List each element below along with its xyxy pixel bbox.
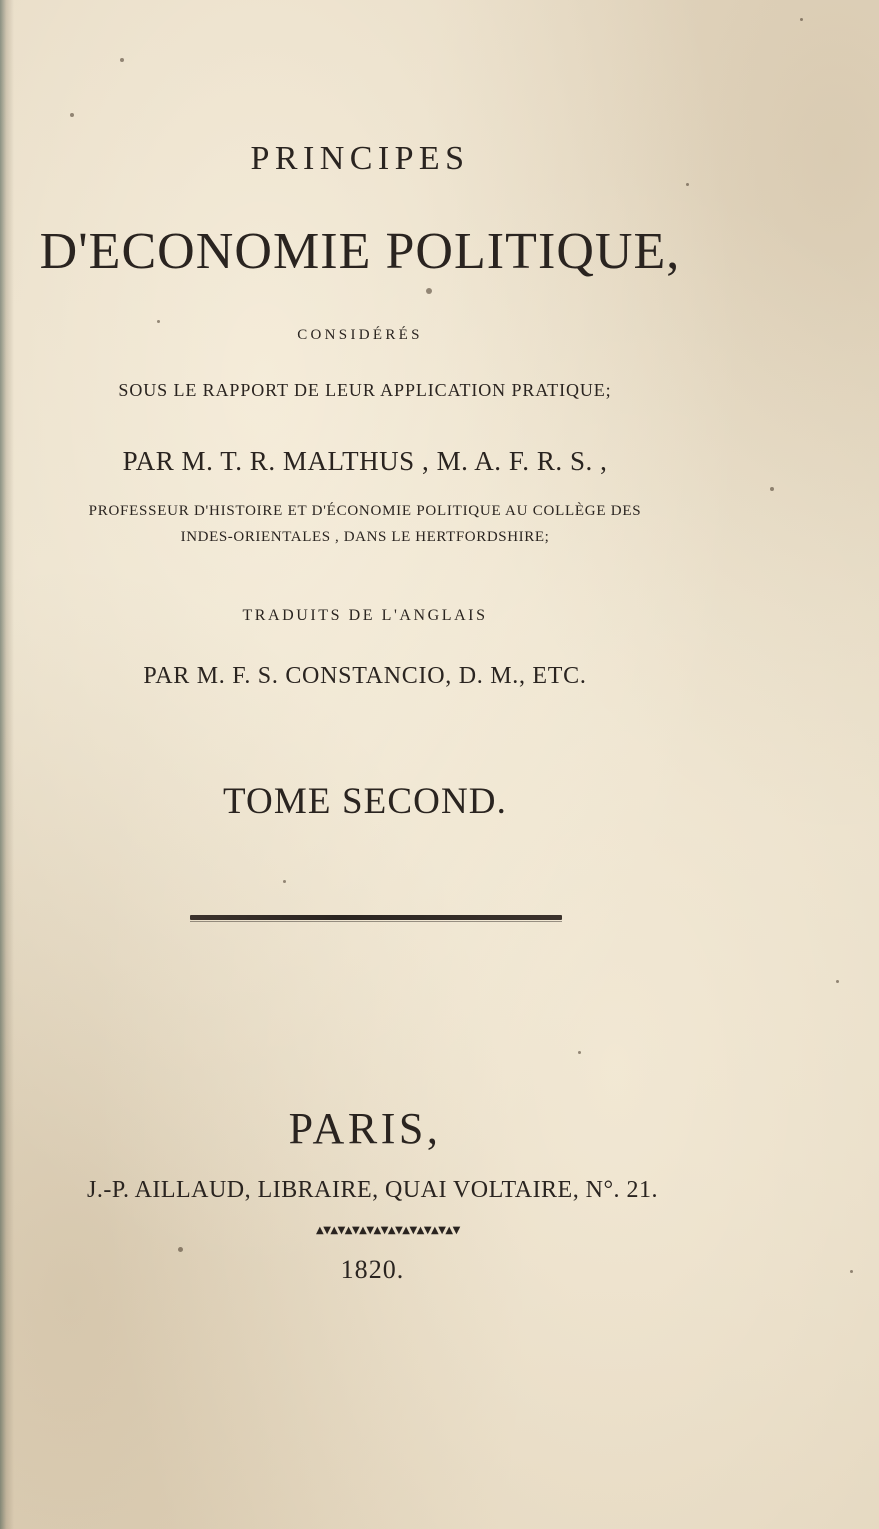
paper-speck xyxy=(283,880,286,883)
title-principes: PRINCIPES xyxy=(250,140,470,177)
volume-line: TOME SECOND. xyxy=(223,781,507,822)
subtitle-rapport: SOUS LE RAPPORT DE LEUR APPLICATION PRATIQUE; xyxy=(118,380,612,400)
paper-speck xyxy=(850,1270,853,1273)
paper-speck xyxy=(770,487,774,491)
paper-speck xyxy=(157,320,160,323)
translator-line: PAR M. F. S. CONSTANCIO, D. M., ETC. xyxy=(143,663,587,689)
author-credentials-line-2: INDES-ORIENTALES , DANS LE HERTFORDSHIRE; xyxy=(180,529,550,545)
paper-speck xyxy=(686,183,689,186)
paper-speck xyxy=(836,980,839,983)
paper-speck xyxy=(70,113,74,117)
author-credentials-line-1: PROFESSEUR D'HISTOIRE ET D'ÉCONOMIE POLITIQUE AU COLLÈGE DES xyxy=(88,503,642,519)
ornament-divider: ▲▼▲▼▲▼▲▼▲▼▲▼▲▼▲▼▲▼▲▼ xyxy=(316,1225,460,1236)
imprint-city: PARIS, xyxy=(288,1104,442,1153)
paper-speck xyxy=(178,1247,183,1252)
translation-note: TRADUITS DE L'ANGLAIS xyxy=(242,607,488,624)
imprint-year: 1820. xyxy=(340,1255,405,1284)
title-economie-politique: D'ECONOMIE POLITIQUE, xyxy=(39,223,681,280)
paper-speck xyxy=(426,288,432,294)
imprint-publisher: J.-P. AILLAUD, LIBRAIRE, QUAI VOLTAIRE, N°. 21. xyxy=(87,1177,658,1203)
subtitle-consideres: CONSIDÉRÉS xyxy=(297,327,423,343)
decorative-rule xyxy=(190,915,562,920)
paper-speck xyxy=(800,18,803,21)
author-line: PAR M. T. R. MALTHUS , M. A. F. R. S. , xyxy=(122,446,608,476)
paper-speck xyxy=(578,1051,581,1054)
paper-speck xyxy=(120,58,124,62)
